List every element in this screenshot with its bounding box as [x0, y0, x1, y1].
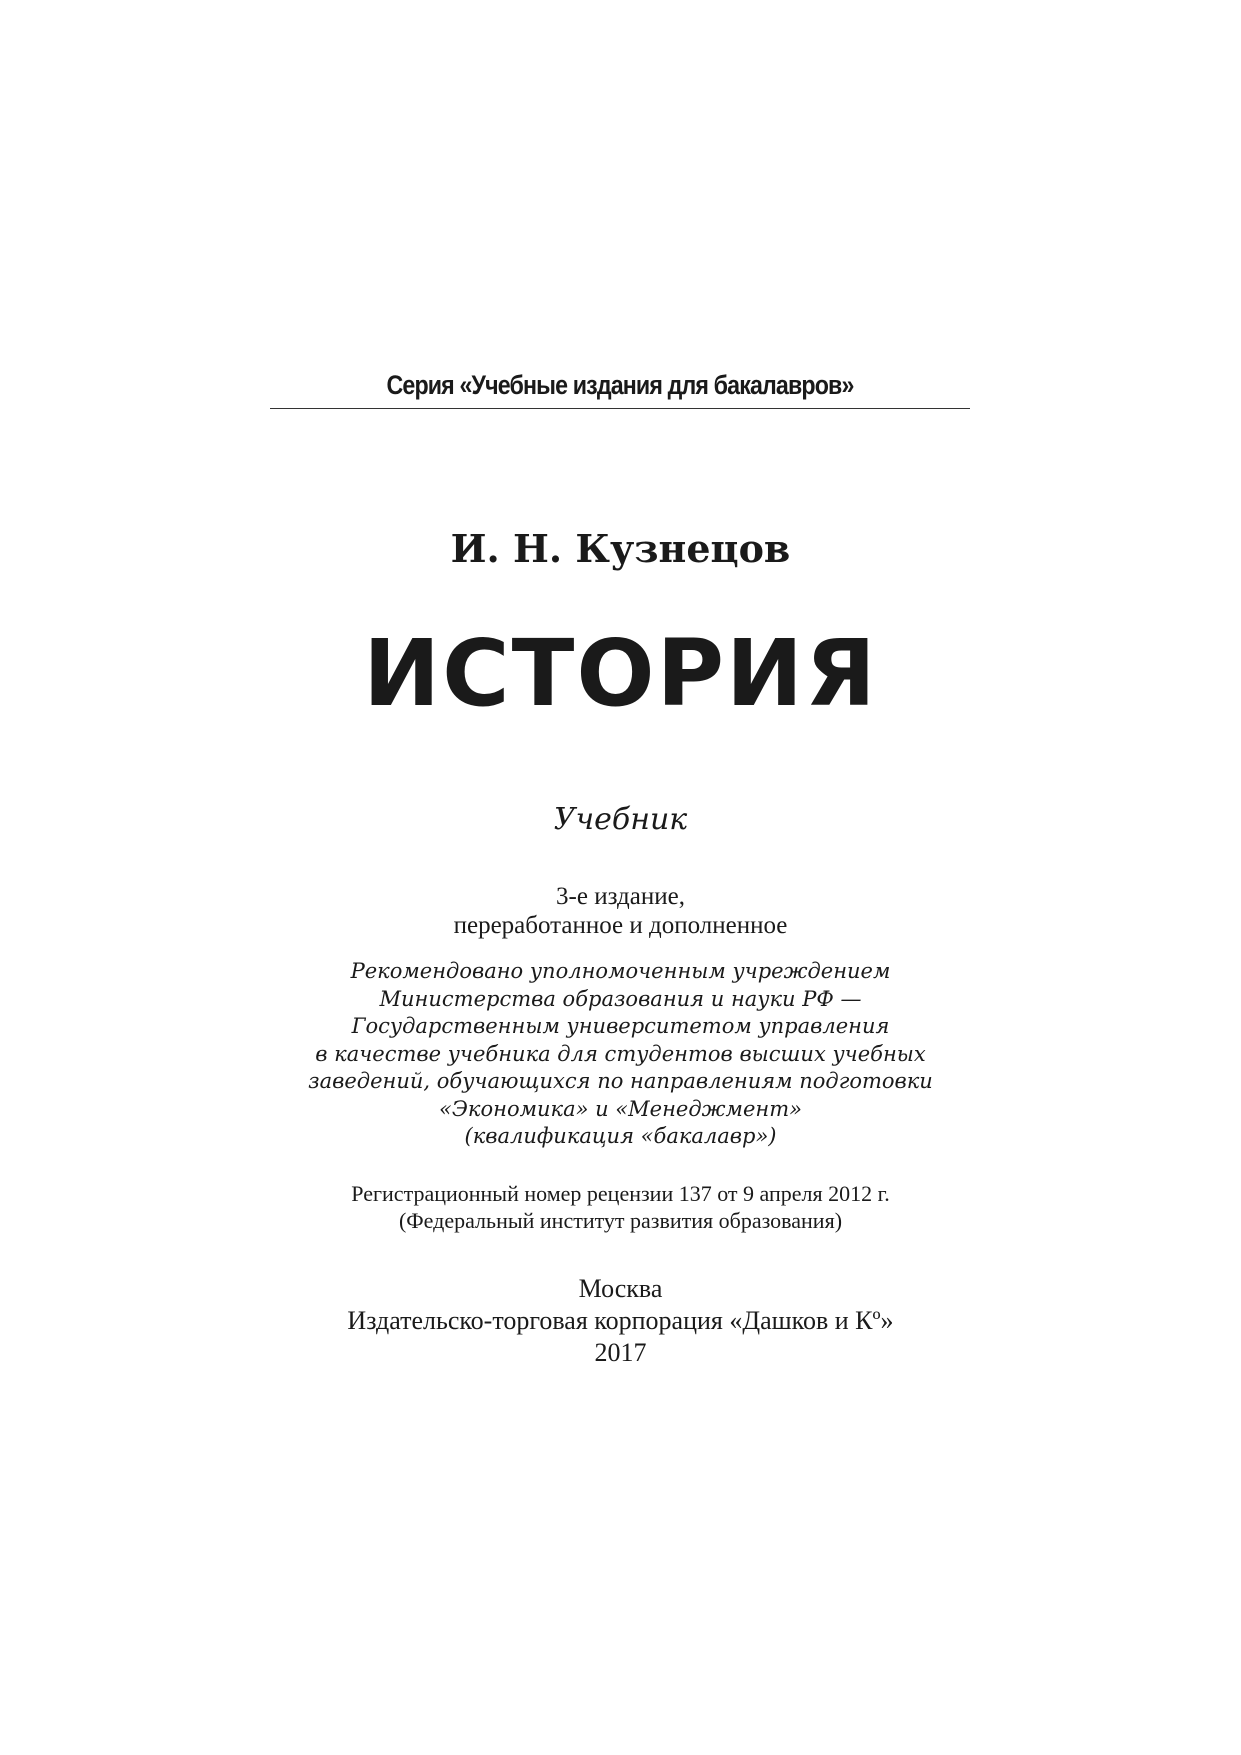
imprint-year: 2017: [594, 1338, 647, 1367]
imprint-city: Москва: [578, 1274, 663, 1303]
imprint-block: [0, 1273, 1241, 1369]
recommendation-line: «Экономика» и «Менеджмент»: [439, 1096, 802, 1121]
registration-line: Регистрационный номер рецензии 137 от 9 апреля 2012 г.: [351, 1181, 890, 1206]
recommendation-line: Государственным университетом управления: [351, 1014, 890, 1038]
imprint-publisher: Издательско-торговая корпорация «Дашков и Кº»: [347, 1306, 894, 1335]
series-title: Серия «Учебные издания для бакалавров»: [386, 370, 854, 400]
recommendation-line: Министерства образования и науки РФ —: [379, 986, 862, 1011]
registration-line: (Федеральный институт развития образования): [398, 1208, 843, 1233]
edition-info: [0, 882, 1241, 940]
edition-line: переработанное и дополненное: [453, 912, 788, 939]
book-subtitle: Учебник: [553, 802, 688, 837]
author-name: И. Н. Кузнецов: [450, 526, 791, 571]
registration-info: [0, 1180, 1241, 1234]
recommendation-line: (квалификация «бакалавр»): [464, 1124, 777, 1148]
recommendation-line: в качестве учебника для студентов высших учебных: [315, 1041, 926, 1066]
edition-line: 3-е издание,: [556, 883, 685, 910]
recommendation-block: [0, 958, 1241, 1151]
recommendation-line: Рекомендовано уполномоченным учреждением: [350, 959, 891, 983]
series-divider: [270, 408, 970, 409]
book-title: ИСТОРИЯ: [363, 620, 878, 727]
recommendation-line: заведений, обучающихся по направлениям подготовки: [308, 1069, 933, 1093]
